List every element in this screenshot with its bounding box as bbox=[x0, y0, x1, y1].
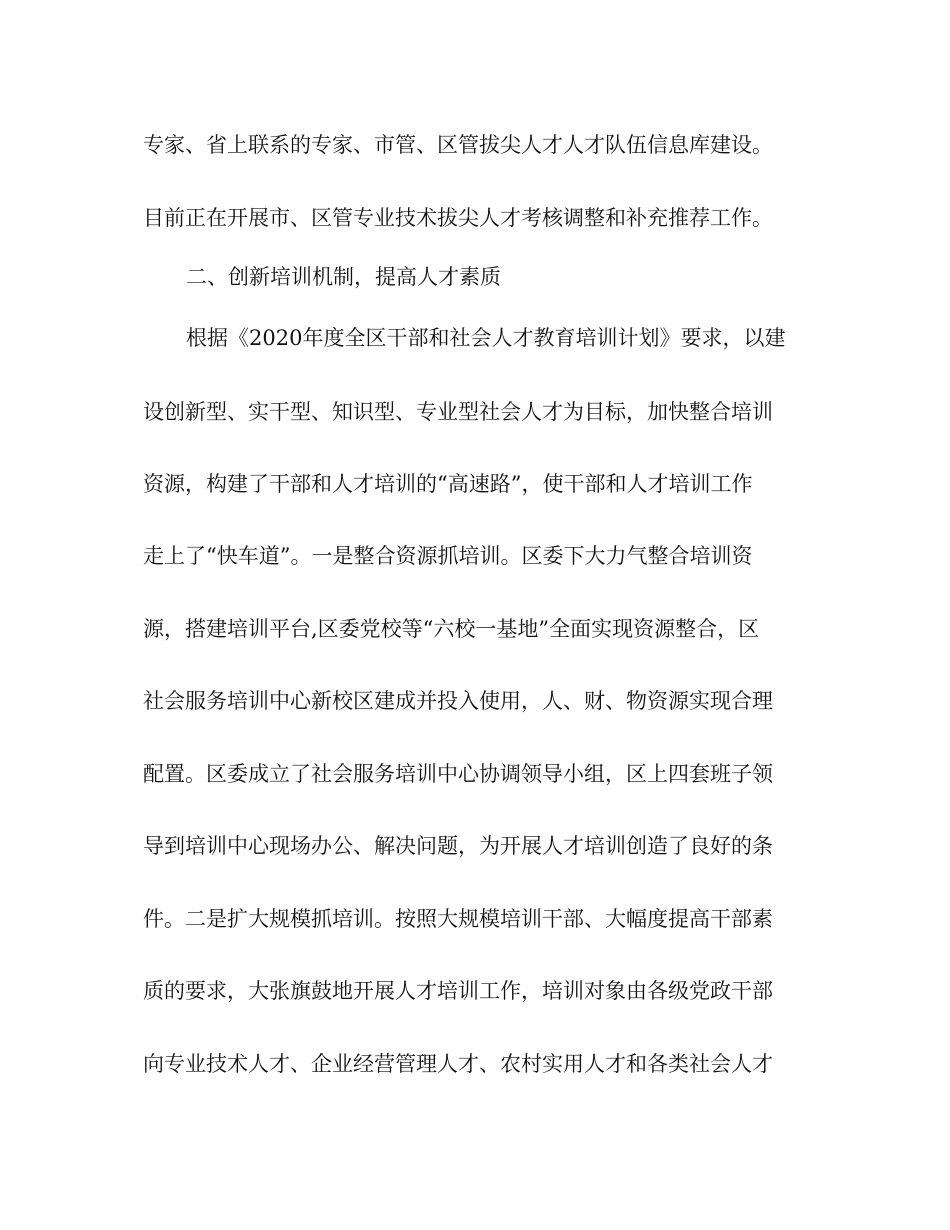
text-line: 资源，构建了干部和人才培训的“高速路”，使干部和人才培训工作 bbox=[143, 472, 753, 496]
text-line: 设创新型、实干型、知识型、专业型社会人才为目标，加快整合培训 bbox=[143, 400, 773, 424]
text-line: 配置。区委成立了社会服务培训中心协调领导小组，区上四套班子领 bbox=[143, 762, 773, 786]
text-line: 源，搭建培训平台,区委党校等“六校一基地”全面实现资源整合，区 bbox=[143, 617, 760, 641]
paragraph-first-line: 根据《2020年度全区干部和社会人才教育培训计划》要求，以建 bbox=[186, 326, 786, 350]
text-line: 质的要求，大张旗鼓地开展人才培训工作，培训对象由各级党政干部 bbox=[143, 979, 773, 1003]
section-heading: 二、创新培训机制，提高人才素质 bbox=[186, 265, 501, 289]
text-line: 走上了“快车道”。一是整合资源抓培训。区委下大力气整合培训资 bbox=[143, 544, 753, 568]
text-line: 目前正在开展市、区管专业技术拔尖人才考核调整和补充推荐工作。 bbox=[143, 206, 773, 230]
text-line: 件。二是扩大规模抓培训。按照大规模培训干部、大幅度提高干部素 bbox=[143, 907, 773, 931]
text-line: 社会服务培训中心新校区建成并投入使用，人、财、物资源实现合理 bbox=[143, 689, 773, 713]
text-line: 向专业技术人才、企业经营管理人才、农村实用人才和各类社会人才 bbox=[143, 1052, 773, 1076]
text-line: 导到培训中心现场办公、解决问题，为开展人才培训创造了良好的条 bbox=[143, 834, 773, 858]
text-line: 专家、省上联系的专家、市管、区管拔尖人才人才队伍信息库建设。 bbox=[143, 133, 773, 157]
